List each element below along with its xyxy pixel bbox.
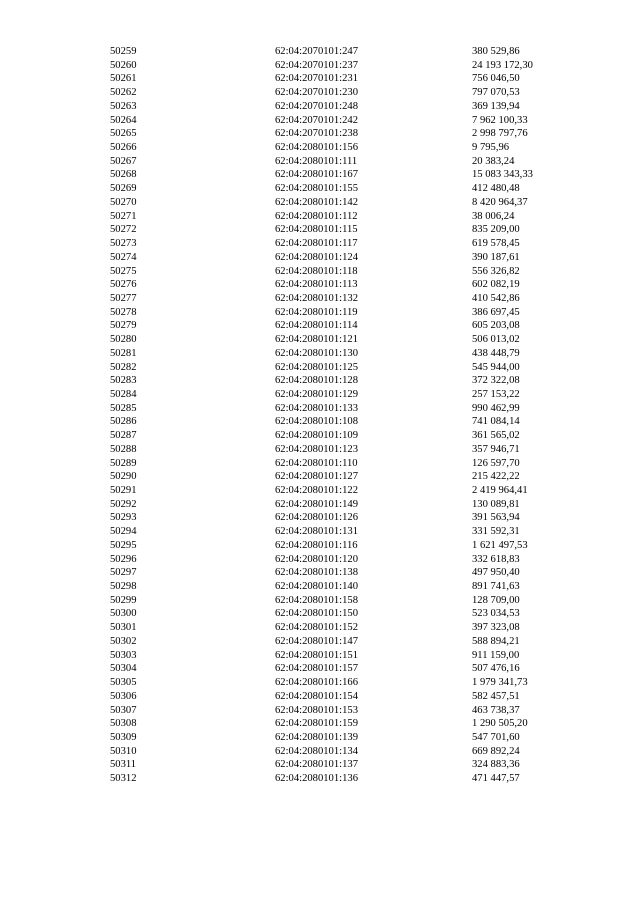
cadastral-value: 20 383,24: [472, 155, 515, 167]
cadastral-number: 62:04:2080101:140: [275, 581, 358, 593]
cadastral-value: 130 089,81: [472, 498, 520, 510]
cadastral-number: 62:04:2080101:142: [275, 196, 358, 208]
row-number: 50293: [110, 512, 137, 524]
table-row: [0, 374, 640, 388]
cadastral-value: 741 084,14: [472, 416, 520, 428]
cadastral-number: 62:04:2080101:117: [275, 238, 358, 250]
table-row: [0, 59, 640, 73]
cadastral-number: 62:04:2080101:156: [275, 142, 358, 154]
table-row: [0, 676, 640, 690]
cadastral-number: 62:04:2080101:115: [275, 224, 358, 236]
cadastral-number: 62:04:2080101:110: [275, 457, 358, 469]
cadastral-number: 62:04:2080101:116: [275, 539, 358, 551]
table-row: [0, 607, 640, 621]
cadastral-number: 62:04:2080101:131: [275, 526, 358, 538]
cadastral-number: 62:04:2070101:237: [275, 59, 358, 71]
table-row: [0, 127, 640, 141]
cadastral-number: 62:04:2080101:126: [275, 512, 358, 524]
cadastral-value: 602 082,19: [472, 279, 520, 291]
cadastral-value: 38 006,24: [472, 210, 515, 222]
table-row: [0, 237, 640, 251]
row-number: 50291: [110, 485, 137, 496]
table-row: [0, 525, 640, 539]
table-row: [0, 196, 640, 210]
cadastral-number: 62:04:2070101:248: [275, 100, 358, 112]
cadastral-number: 62:04:2070101:247: [275, 46, 358, 57]
table-row: [0, 758, 640, 772]
cadastral-number: 62:04:2080101:151: [275, 649, 358, 661]
cadastral-number: 62:04:2080101:121: [275, 334, 358, 346]
cadastral-number: 62:04:2080101:149: [275, 498, 358, 510]
cadastral-number: 62:04:2080101:109: [275, 430, 358, 442]
table-row: [0, 182, 640, 196]
row-number: 50276: [110, 279, 137, 291]
cadastral-number: 62:04:2080101:133: [275, 402, 358, 414]
table-row: [0, 553, 640, 567]
cadastral-value: 756 046,50: [472, 73, 520, 85]
cadastral-number: 62:04:2080101:137: [275, 759, 358, 771]
row-number: 50301: [110, 622, 137, 634]
row-number: 50287: [110, 430, 137, 442]
cadastral-number: 62:04:2080101:124: [275, 251, 358, 263]
cadastral-value: 669 892,24: [472, 745, 520, 757]
row-number: 50286: [110, 416, 137, 428]
table-row: [0, 86, 640, 100]
cadastral-value: 332 618,83: [472, 553, 520, 565]
cadastral-number: 62:04:2080101:157: [275, 663, 358, 675]
cadastral-number: 62:04:2070101:231: [275, 73, 358, 85]
cadastral-value: 588 894,21: [472, 635, 520, 647]
cadastral-value: 386 697,45: [472, 306, 520, 318]
table-row: [0, 498, 640, 512]
cadastral-value: 126 597,70: [472, 457, 520, 469]
cadastral-number: 62:04:2080101:159: [275, 718, 358, 730]
cadastral-number: 62:04:2080101:127: [275, 471, 358, 483]
cadastral-value: 605 203,08: [472, 320, 520, 332]
cadastral-value: 1 979 341,73: [472, 677, 528, 689]
row-number: 50283: [110, 375, 137, 387]
cadastral-number: 62:04:2080101:112: [275, 210, 358, 222]
row-number: 50302: [110, 635, 137, 647]
row-number: 50292: [110, 498, 137, 510]
cadastral-number: 62:04:2080101:139: [275, 731, 358, 743]
row-number: 50275: [110, 265, 137, 277]
table-row: [0, 251, 640, 265]
cadastral-value: 497 950,40: [472, 567, 520, 579]
row-number: 50300: [110, 608, 137, 620]
row-number: 50260: [110, 59, 137, 71]
cadastral-value: 556 326,82: [472, 265, 520, 277]
cadastral-value: 506 013,02: [472, 334, 520, 346]
table-row: [0, 621, 640, 635]
cadastral-number: 62:04:2080101:113: [275, 279, 358, 291]
row-number: 50294: [110, 526, 137, 538]
cadastral-value: 438 448,79: [472, 347, 520, 359]
cadastral-value: 990 462,99: [472, 402, 520, 414]
table-row: [0, 292, 640, 306]
cadastral-value: 331 592,31: [472, 526, 520, 538]
cadastral-value: 507 476,16: [472, 663, 520, 675]
cadastral-value: 8 420 964,37: [472, 196, 528, 208]
cadastral-value: 891 741,63: [472, 581, 520, 593]
table-row: [0, 566, 640, 580]
row-number: 50274: [110, 251, 137, 263]
table-row: [0, 402, 640, 416]
row-number: 50278: [110, 306, 137, 318]
row-number: 50295: [110, 539, 137, 551]
cadastral-value: 397 323,08: [472, 622, 520, 634]
row-number: 50303: [110, 649, 137, 661]
row-number: 50282: [110, 361, 137, 373]
cadastral-value: 1 621 497,53: [472, 539, 528, 551]
table-row: [0, 690, 640, 704]
table-row: [0, 415, 640, 429]
table-row: [0, 114, 640, 128]
cadastral-number: 62:04:2080101:122: [275, 485, 358, 496]
cadastral-number: 62:04:2080101:153: [275, 704, 358, 716]
cadastral-value: 410 542,86: [472, 292, 520, 304]
table-row: [0, 278, 640, 292]
cadastral-number: 62:04:2080101:119: [275, 306, 358, 318]
cadastral-value: 2 419 964,41: [472, 485, 528, 496]
row-number: 50312: [110, 773, 137, 785]
cadastral-number: 62:04:2080101:166: [275, 677, 358, 689]
cadastral-number: 62:04:2070101:230: [275, 87, 358, 99]
cadastral-number: 62:04:2080101:130: [275, 347, 358, 359]
cadastral-number: 62:04:2080101:152: [275, 622, 358, 634]
table-row: [0, 210, 640, 224]
cadastral-value: 835 209,00: [472, 224, 520, 236]
cadastral-value: 257 153,22: [472, 388, 520, 400]
cadastral-value: 619 578,45: [472, 238, 520, 250]
cadastral-value: 412 480,48: [472, 183, 520, 195]
cadastral-number: 62:04:2080101:114: [275, 320, 358, 332]
cadastral-value: 391 563,94: [472, 512, 520, 524]
cadastral-value: 523 034,53: [472, 608, 520, 620]
table-row: [0, 443, 640, 457]
row-number: 50279: [110, 320, 137, 332]
cadastral-number: 62:04:2080101:108: [275, 416, 358, 428]
row-number: 50296: [110, 553, 137, 565]
table-row: [0, 704, 640, 718]
row-number: 50280: [110, 334, 137, 346]
cadastral-value: 582 457,51: [472, 690, 520, 702]
row-number: 50264: [110, 114, 137, 126]
row-number: 50288: [110, 443, 137, 455]
cadastral-value: 797 070,53: [472, 87, 520, 99]
table-row: [0, 100, 640, 114]
row-number: 50263: [110, 100, 137, 112]
row-number: 50271: [110, 210, 137, 222]
cadastral-number: 62:04:2080101:118: [275, 265, 358, 277]
table-row: [0, 635, 640, 649]
row-number: 50266: [110, 142, 137, 154]
cadastral-number: 62:04:2080101:167: [275, 169, 358, 181]
cadastral-number: 62:04:2070101:238: [275, 128, 358, 140]
row-number: 50306: [110, 690, 137, 702]
cadastral-number: 62:04:2070101:242: [275, 114, 358, 126]
cadastral-number: 62:04:2080101:136: [275, 773, 358, 785]
cadastral-value: 369 139,94: [472, 100, 520, 112]
cadastral-number: 62:04:2080101:154: [275, 690, 358, 702]
table-row: [0, 45, 640, 59]
table-row: [0, 347, 640, 361]
row-number: 50290: [110, 471, 137, 483]
row-number: 50285: [110, 402, 137, 414]
cadastral-value: 24 193 172,30: [472, 59, 533, 71]
cadastral-number: 62:04:2080101:132: [275, 292, 358, 304]
row-number: 50304: [110, 663, 137, 675]
cadastral-value: 471 447,57: [472, 773, 520, 785]
table-row: [0, 731, 640, 745]
row-number: 50259: [110, 46, 137, 57]
table-row: [0, 141, 640, 155]
row-number: 50284: [110, 388, 137, 400]
table-row: [0, 168, 640, 182]
cadastral-number: 62:04:2080101:129: [275, 388, 358, 400]
cadastral-value: 547 701,60: [472, 731, 520, 743]
table-row: [0, 717, 640, 731]
table-row: [0, 649, 640, 663]
cadastral-number: 62:04:2080101:155: [275, 183, 358, 195]
table-row: [0, 72, 640, 86]
cadastral-number: 62:04:2080101:134: [275, 745, 358, 757]
table-row: [0, 594, 640, 608]
row-number: 50262: [110, 87, 137, 99]
cadastral-number: 62:04:2080101:138: [275, 567, 358, 579]
table-row: [0, 772, 640, 786]
cadastral-value: 357 946,71: [472, 443, 520, 455]
row-number: 50311: [110, 759, 137, 771]
cadastral-value: 2 998 797,76: [472, 128, 528, 140]
row-number: 50273: [110, 238, 137, 250]
cadastral-number: 62:04:2080101:150: [275, 608, 358, 620]
cadastral-number: 62:04:2080101:120: [275, 553, 358, 565]
table-row: [0, 319, 640, 333]
cadastral-value: 7 962 100,33: [472, 114, 528, 126]
cadastral-value: 372 322,08: [472, 375, 520, 387]
table-row: [0, 470, 640, 484]
table-row: [0, 580, 640, 594]
cadastral-value: 9 795,96: [472, 142, 510, 154]
row-number: 50268: [110, 169, 137, 181]
cadastral-number: 62:04:2080101:123: [275, 443, 358, 455]
table-row: [0, 429, 640, 443]
cadastral-number: 62:04:2080101:128: [275, 375, 358, 387]
cadastral-value: 911 159,00: [472, 649, 520, 661]
table-row: [0, 333, 640, 347]
table-row: [0, 539, 640, 553]
row-number: 50270: [110, 196, 137, 208]
cadastral-number: 62:04:2080101:147: [275, 635, 358, 647]
row-number: 50310: [110, 745, 137, 757]
row-number: 50261: [110, 73, 137, 85]
cadastral-value: 380 529,86: [472, 46, 520, 57]
row-number: 50289: [110, 457, 137, 469]
cadastral-value: 390 187,61: [472, 251, 520, 263]
row-number: 50309: [110, 731, 137, 743]
table-row: [0, 484, 640, 498]
table-row: [0, 155, 640, 169]
cadastral-value: 128 709,00: [472, 594, 520, 606]
row-number: 50281: [110, 347, 137, 359]
cadastral-value: 1 290 505,20: [472, 718, 528, 730]
row-number: 50299: [110, 594, 137, 606]
cadastral-value: 324 883,36: [472, 759, 520, 771]
cadastral-value: 215 422,22: [472, 471, 520, 483]
row-number: 50305: [110, 677, 137, 689]
cadastral-value: 545 944,00: [472, 361, 520, 373]
cadastral-value: 15 083 343,33: [472, 169, 533, 181]
row-number: 50298: [110, 581, 137, 593]
cadastral-number: 62:04:2080101:111: [275, 155, 358, 167]
table-row: [0, 223, 640, 237]
row-number: 50307: [110, 704, 137, 716]
row-number: 50297: [110, 567, 137, 579]
table-row: [0, 265, 640, 279]
table-row: [0, 662, 640, 676]
row-number: 50267: [110, 155, 137, 167]
cadastral-number: 62:04:2080101:158: [275, 594, 358, 606]
row-number: 50308: [110, 718, 137, 730]
cadastral-value: 463 738,37: [472, 704, 520, 716]
cadastral-value: 361 565,02: [472, 430, 520, 442]
row-number: 50269: [110, 183, 137, 195]
table-row: [0, 745, 640, 759]
table-row: [0, 306, 640, 320]
row-number: 50265: [110, 128, 137, 140]
row-number: 50272: [110, 224, 137, 236]
table-row: [0, 457, 640, 471]
row-number: 50277: [110, 292, 137, 304]
table-row: [0, 511, 640, 525]
table-row: [0, 388, 640, 402]
cadastral-number: 62:04:2080101:125: [275, 361, 358, 373]
table-row: [0, 361, 640, 375]
cadastral-value-table: [0, 45, 640, 786]
